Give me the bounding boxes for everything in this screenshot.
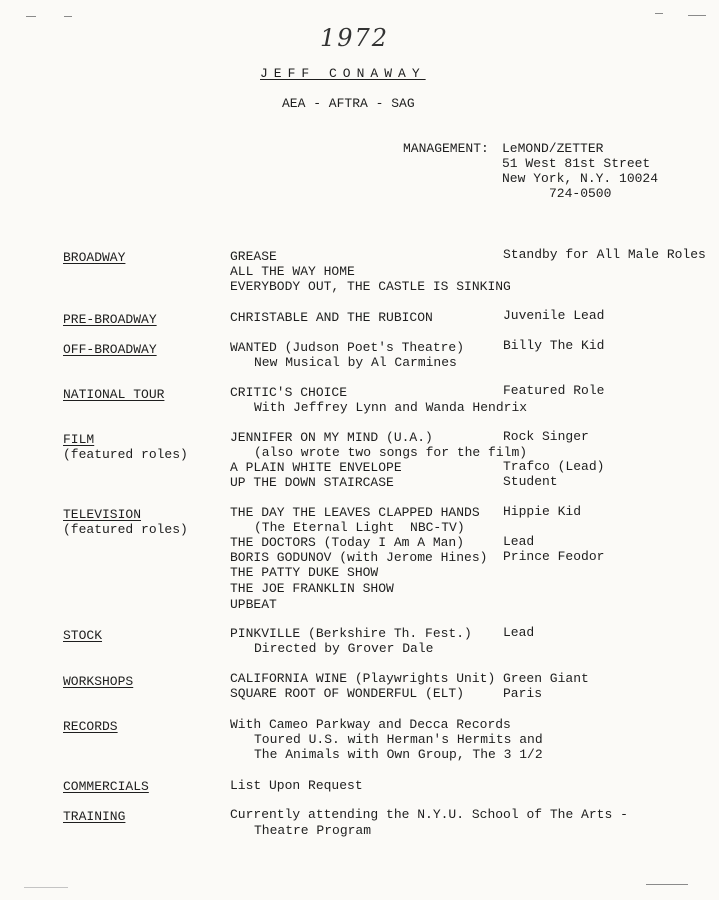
credit-title: THE JOE FRANKLIN SHOW bbox=[230, 581, 394, 596]
management-line: 51 West 81st Street bbox=[502, 156, 651, 171]
section-sublabel-television: (featured roles) bbox=[63, 522, 188, 537]
scan-mark-bottom-right bbox=[646, 884, 688, 885]
credit-title: THE DOCTORS (Today I Am A Man) bbox=[230, 535, 465, 550]
credit-title: UP THE DOWN STAIRCASE bbox=[230, 475, 394, 490]
credit-title: With Cameo Parkway and Decca Records bbox=[230, 717, 511, 732]
credit-title: List Upon Request bbox=[230, 778, 363, 793]
section-label-workshops: WORKSHOPS bbox=[63, 674, 134, 689]
scan-mark-top-right-2 bbox=[688, 15, 706, 16]
credit-title: SQUARE ROOT OF WONDERFUL (ELT) bbox=[230, 686, 465, 701]
section-label-television: TELEVISION bbox=[63, 507, 142, 522]
credit-title: (The Eternal Light NBC-TV) bbox=[254, 520, 465, 535]
credit-title: Directed by Grover Dale bbox=[254, 641, 434, 656]
credit-role: Billy The Kid bbox=[503, 338, 605, 353]
section-label-training: TRAINING bbox=[63, 809, 126, 824]
section-label-broadway: BROADWAY bbox=[63, 250, 126, 265]
credit-title: CALIFORNIA WINE (Playwrights Unit) bbox=[230, 671, 496, 686]
section-label-national-tour: NATIONAL TOUR bbox=[63, 387, 165, 402]
credit-title: THE PATTY DUKE SHOW bbox=[230, 565, 379, 580]
credit-role: Lead bbox=[503, 534, 535, 549]
management-line: New York, N.Y. 10024 bbox=[502, 171, 659, 186]
scan-mark-top-left-2 bbox=[64, 16, 72, 17]
credit-title: EVERYBODY OUT, THE CASTLE IS SINKING bbox=[230, 279, 511, 294]
section-label-commercials: COMMERCIALS bbox=[63, 779, 149, 794]
section-label-records: RECORDS bbox=[63, 719, 118, 734]
section-label-off-broadway: OFF-BROADWAY bbox=[63, 342, 157, 357]
credit-role: Paris bbox=[503, 686, 543, 701]
management-label: MANAGEMENT: bbox=[403, 141, 489, 156]
section-label-film: FILM bbox=[63, 432, 95, 447]
credit-role: Prince Feodor bbox=[503, 549, 605, 564]
credit-title: ALL THE WAY HOME bbox=[230, 264, 355, 279]
credit-role: Standby for All Male Roles bbox=[503, 247, 706, 262]
credit-title: GREASE bbox=[230, 249, 277, 264]
credit-title: WANTED (Judson Poet's Theatre) bbox=[230, 340, 465, 355]
actor-name: JEFF CONAWAY bbox=[260, 66, 426, 81]
scan-mark-top-left bbox=[26, 16, 36, 17]
credit-title: Theatre Program bbox=[254, 823, 372, 838]
credit-role: Featured Role bbox=[503, 383, 605, 398]
credit-title: With Jeffrey Lynn and Wanda Hendrix bbox=[254, 400, 528, 415]
credit-title: JENNIFER ON MY MIND (U.A.) bbox=[230, 430, 433, 445]
credit-title: THE DAY THE LEAVES CLAPPED HANDS bbox=[230, 505, 480, 520]
credit-role: Green Giant bbox=[503, 671, 589, 686]
section-label-stock: STOCK bbox=[63, 628, 103, 643]
credit-title: A PLAIN WHITE ENVELOPE bbox=[230, 460, 402, 475]
credit-title: BORIS GODUNOV (with Jerome Hines) bbox=[230, 550, 488, 565]
credit-title: Toured U.S. with Herman's Hermits and bbox=[254, 732, 543, 747]
credit-title: CRITIC'S CHOICE bbox=[230, 385, 348, 400]
credit-title: The Animals with Own Group, The 3 1/2 bbox=[254, 747, 543, 762]
management-line: 724-0500 bbox=[549, 186, 612, 201]
scan-mark-bottom-left bbox=[24, 887, 68, 888]
credit-title: UPBEAT bbox=[230, 597, 277, 612]
scan-mark-top-right bbox=[655, 13, 663, 14]
management-line: LeMOND/ZETTER bbox=[502, 141, 604, 156]
credit-role: Trafco (Lead) bbox=[503, 459, 605, 474]
credit-title: CHRISTABLE AND THE RUBICON bbox=[230, 310, 433, 325]
handwritten-year: 1972 bbox=[320, 24, 390, 52]
credit-title: Currently attending the N.Y.U. School of The Arts - bbox=[230, 807, 628, 822]
credit-role: Juvenile Lead bbox=[503, 308, 605, 323]
union-affiliations: AEA - AFTRA - SAG bbox=[282, 96, 415, 111]
credit-role: Hippie Kid bbox=[503, 504, 582, 519]
section-sublabel-film: (featured roles) bbox=[63, 447, 188, 462]
section-label-pre-broadway: PRE-BROADWAY bbox=[63, 312, 157, 327]
credit-role: Lead bbox=[503, 625, 535, 640]
credit-title: PINKVILLE (Berkshire Th. Fest.) bbox=[230, 626, 472, 641]
credit-title: (also wrote two songs for the film) bbox=[254, 445, 528, 460]
credit-role: Student bbox=[503, 474, 558, 489]
credit-title: New Musical by Al Carmines bbox=[254, 355, 457, 370]
credit-role: Rock Singer bbox=[503, 429, 589, 444]
